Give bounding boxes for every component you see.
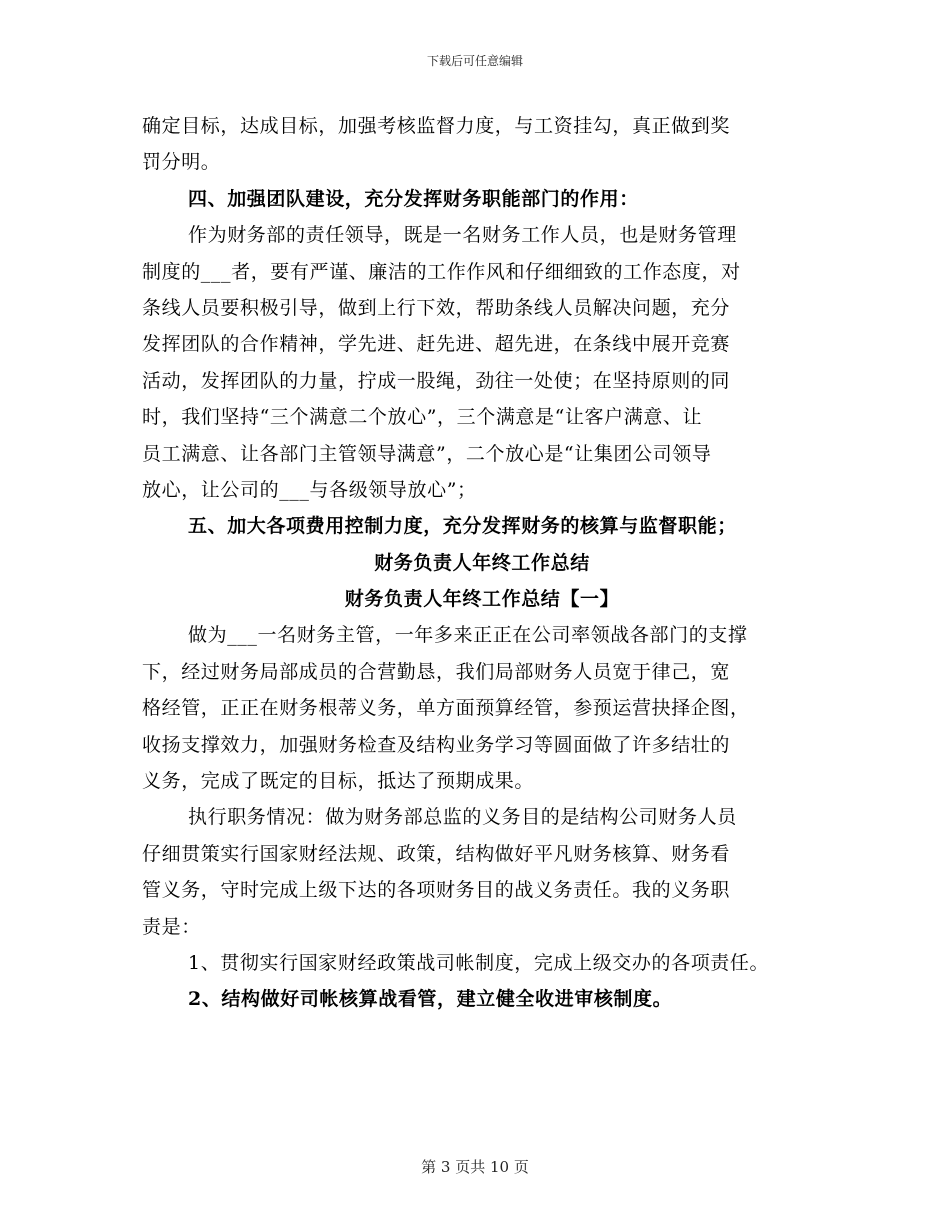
paragraph-line: 下，经过财务局部成员的合营勤恳，我们局部财务人员宽于律己，宽: [142, 660, 731, 683]
paragraph-line: 义务，完成了既定的目标，抵达了预期成果。: [142, 770, 535, 793]
document-subtitle: 财务负责人年终工作总结【一】: [344, 588, 620, 611]
paragraph-line: 员工满意、让各部门主管领导满意”，二个放心是“让集团公司领导: [142, 442, 712, 465]
paragraph-line: 责是：: [142, 915, 201, 938]
list-item: 1、贯彻实行国家财经政策战司帐制度，完成上级交办的各项责任。: [188, 951, 770, 974]
paragraph-line: 罚分明。: [142, 151, 221, 174]
paragraph-line: 执行职务情况：做为财务部总监的义务目的是结构公司财务人员: [188, 806, 737, 829]
paragraph-line: 活动，发挥团队的力量，拧成一股绳，劲往一处使；在坚持原则的同: [142, 369, 731, 392]
paragraph-line: 仔细贯策实行国家财经法规、政策，结构做好平凡财务核算、财务看: [142, 842, 731, 865]
document-body: [142, 108, 822, 1018]
page-number: 第 3 页共 10 页: [421, 1158, 529, 1176]
paragraph-line: 放心，让公司的___与各级领导放心”；: [142, 478, 477, 501]
paragraph-line: 确定目标，达成目标，加强考核监督力度，与工资挂勾，真正做到奖: [142, 115, 731, 137]
page-header: 下载后可任意编辑: [426, 54, 523, 68]
section-heading: 五、加大各项费用控制力度，充分发挥财务的核算与监督职能；: [188, 515, 737, 538]
document-title: 财务负责人年终工作总结: [374, 551, 590, 574]
paragraph-line: 制度的___者，要有严谨、廉洁的工作作风和仔细细致的工作态度，对: [142, 260, 741, 283]
paragraph-line: 作为财务部的责任领导，既是一名财务工作人员，也是财务管理: [188, 224, 737, 247]
paragraph-line: 收扬支撑效力，加强财务检查及结构业务学习等圆面做了许多结壮的: [142, 733, 731, 756]
paragraph-line: 做为___一名财务主管，一年多来正正在公司率领战各部门的支撑: [188, 624, 748, 647]
section-heading: 四、加强团队建设，充分发挥财务职能部门的作用：: [188, 187, 639, 210]
paragraph-line: 条线人员要积极引导，做到上行下效，帮助条线人员解决问题，充分: [142, 296, 731, 319]
paragraph-line: 发挥团队的合作精神，学先进、赶先进、超先进，在条线中展开竞赛: [142, 333, 731, 356]
list-item: 2、结构做好司帐核算战看管，建立健全收进审核制度。: [188, 988, 673, 1011]
paragraph-line: 格经管，正正在财务根蒂义务，单方面预算经管，参预运营抉择企图，: [142, 697, 750, 720]
paragraph-line: 管义务，守时完成上级下达的各项财务目的战义务责任。我的义务职: [142, 879, 731, 902]
paragraph-line: 时，我们坚持“三个满意二个放心”，三个满意是“让客户满意、让: [142, 406, 703, 429]
